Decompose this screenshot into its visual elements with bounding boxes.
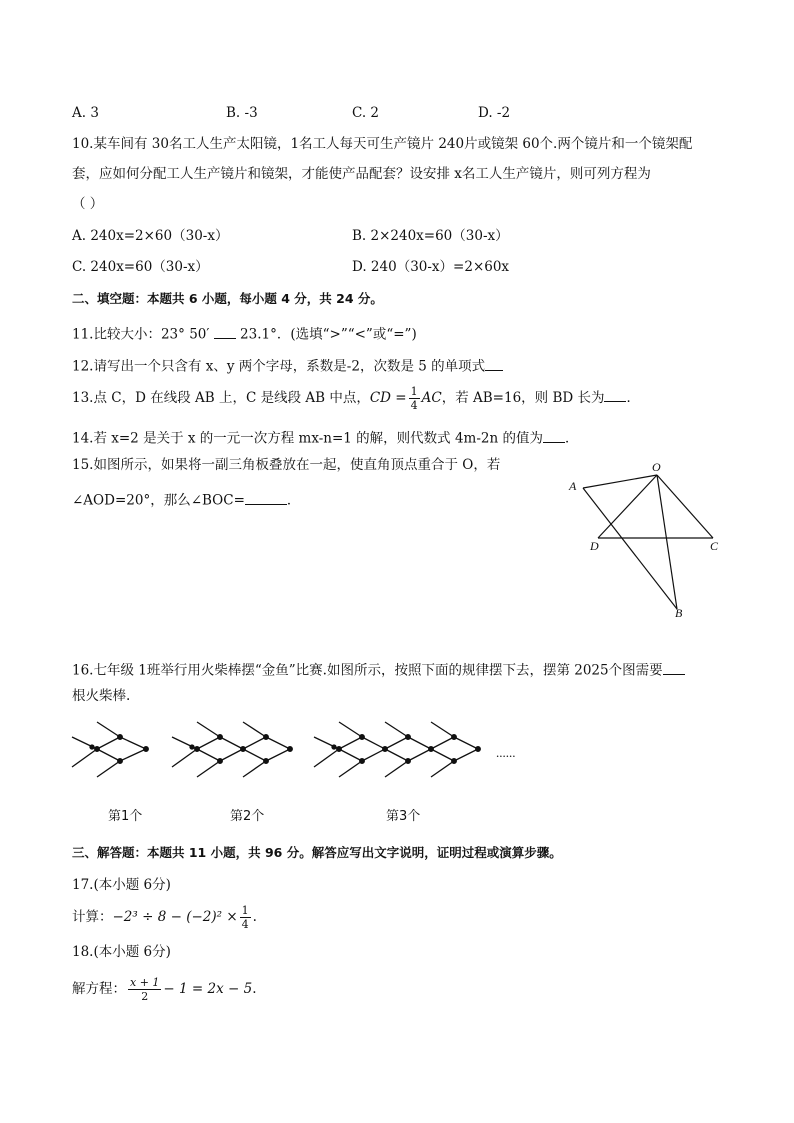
question-18-equation: 解方程： $\frac{x + 1}{2}$ − 1 = 2x − 5.	[72, 976, 257, 1003]
q10-option-d: D. 240（30-x）=2×60x	[352, 259, 510, 275]
question-10-bracket: （ ）	[72, 196, 104, 212]
answer-blank	[245, 490, 287, 505]
fish-caption-3: 第3个	[386, 809, 421, 824]
option-d: D. -2	[478, 105, 511, 121]
question-16-line1: 16.七年级 1班举行用火柴棒摆“金鱼”比赛.如图所示，按照下面的规律摆下去，摆第 2025个图需要	[72, 660, 685, 678]
question-16-line2: 根火柴棒.	[72, 688, 131, 704]
fish-ellipsis: ......	[496, 745, 516, 760]
q10-option-a: A. 240x=2×60（30-x）	[72, 228, 229, 244]
question-10-line2: 套，应如何分配工人生产镜片和镜架，才能使产品配套？设安排 x名工人生产镜片，则可列方程为	[72, 166, 651, 182]
fish-caption-2: 第2个	[230, 809, 265, 824]
label-c: C	[710, 539, 719, 553]
option-b: B. -3	[226, 105, 258, 121]
answer-blank	[604, 388, 626, 403]
label-a: A	[569, 479, 577, 493]
question-12: 12.请写出一个只含有 x、y 两个字母，系数是-2，次数是 5 的单项式	[72, 356, 503, 374]
question-14: 14.若 x=2 是关于 x 的一元一次方程 mx-n=1 的解，则代数式 4m-2n 的值为 ．	[72, 428, 579, 446]
fish-caption-1: 第1个	[108, 809, 143, 824]
question-10-line1: 10.某车间有 30名工人生产太阳镜，1名工人每天可生产镜片 240片或镜架 60个.两个镜片和一个镜架配	[72, 136, 693, 152]
question-15-line1: 15.如图所示，如果将一副三角板叠放在一起，使直角顶点重合于 O，若	[72, 457, 501, 473]
label-d: D	[590, 539, 599, 553]
section-heading-solutions: 三、解答题：本题共 11 小题，共 96 分。解答应写出文字说明，证明过程或演算步骤。	[72, 845, 562, 860]
label-o: O	[652, 460, 661, 474]
question-13: 13.点 C，D 在线段 AB 上，C 是线段 AB 中点，CD = $\frac{1}{4}$ AC，若 AB=16，则 BD 长为 ．	[72, 385, 640, 412]
answer-blank	[543, 428, 565, 443]
answer-blank	[663, 660, 685, 675]
label-b: B	[675, 606, 683, 620]
answer-blank	[214, 324, 236, 339]
section-heading-fill-in: 二、填空题：本题共 6 小题，每小题 4 分，共 24 分。	[72, 291, 383, 306]
q10-option-b: B. 2×240x=60（30-x）	[352, 228, 509, 244]
matchstick-fish-figure	[70, 715, 530, 790]
option-a: A. 3	[72, 105, 99, 121]
question-11: 11.比较大小：23° 50′ 23.1°．(选填“>”“<”或“=”)	[72, 324, 417, 342]
question-17-expression: 计算：−2³ ÷ 8 − (−2)² × $\frac{1}{4}$ .	[72, 904, 257, 931]
question-18-title: 18.(本小题 6分)	[72, 944, 171, 960]
option-c: C. 2	[352, 105, 380, 121]
question-17-title: 17.(本小题 6分)	[72, 877, 171, 893]
answer-blank	[485, 356, 503, 371]
q10-option-c: C. 240x=60（30-x）	[72, 259, 209, 275]
question-15-line2: ∠AOD=20°，那么∠BOC= ．	[72, 490, 300, 508]
triangle-ruler-figure	[560, 455, 730, 625]
